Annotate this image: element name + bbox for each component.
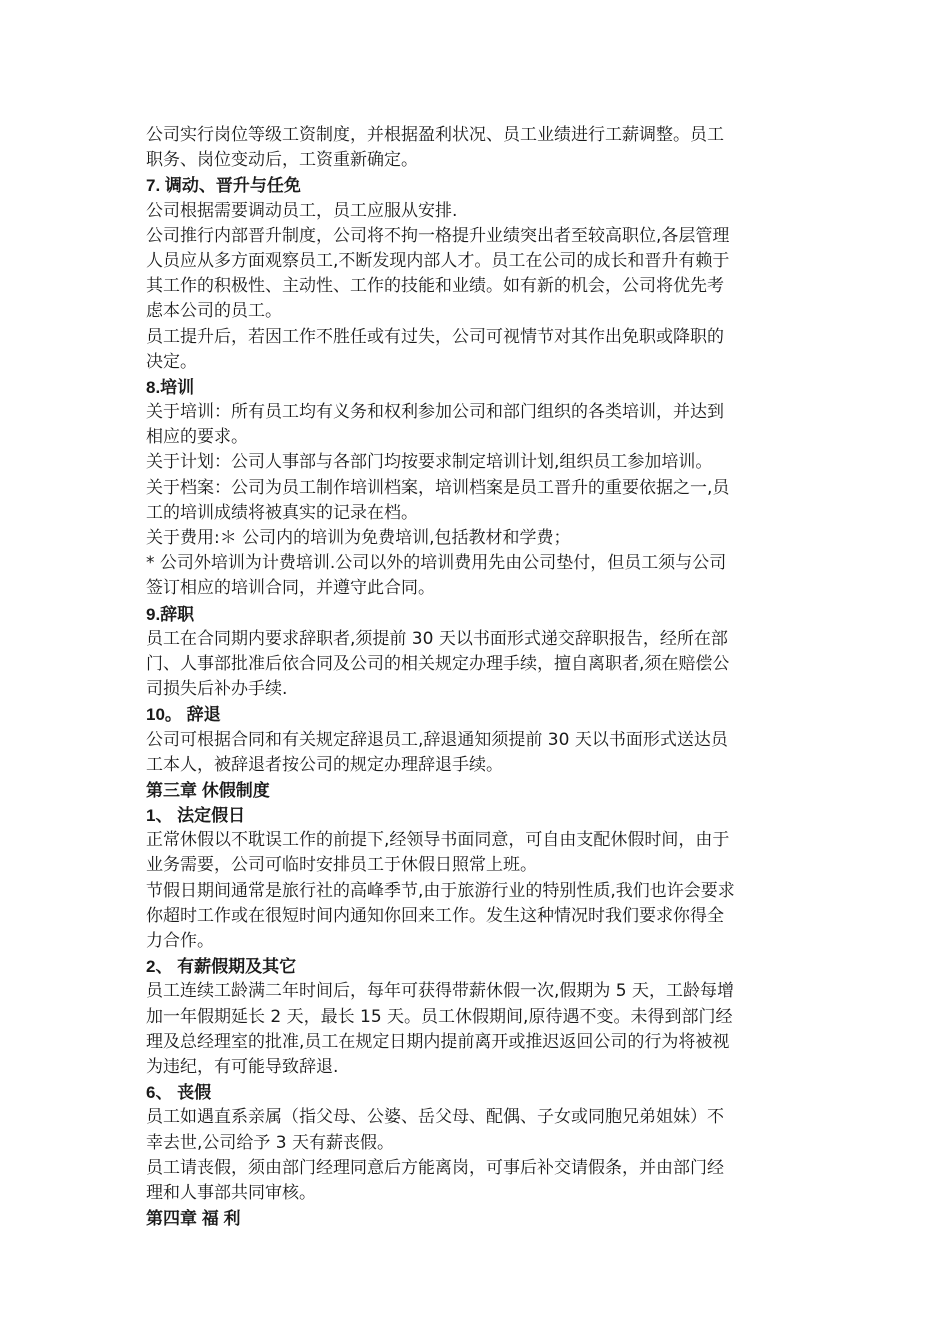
section-heading: 2、 有薪假期及其它 [146, 957, 297, 977]
text-line: 关于档案：公司为员工制作培训档案，培训档案是员工晋升的重要依据之一,员 [146, 477, 730, 498]
text-line: 加一年假期延长 2 天，最长 15 天。员工休假期间,原待遇不变。未得到部门经 [146, 1006, 733, 1027]
text-line: 员工如遇直系亲属（指父母、公婆、岳父母、配偶、子女或同胞兄弟姐妹）不 [146, 1107, 724, 1128]
text-line: 其工作的积极性、主动性、工作的技能和业绩。如有新的机会，公司将优先考 [146, 276, 724, 297]
text-line: 公司实行岗位等级工资制度，并根据盈利状况、员工业绩进行工薪调整。员工 [146, 125, 724, 145]
text-line: 工的培训成绩将被真实的记录在档。 [146, 502, 418, 523]
text-line: * 公司外培训为计费培训.公司以外的培训费用先由公司垫付，但员工须与公司 [146, 553, 727, 574]
text-line: 幸去世,公司给予 3 天有薪丧假。 [146, 1132, 395, 1153]
text-line: 虑本公司的员工。 [146, 301, 282, 322]
text-line: 公司推行内部晋升制度，公司将不拘一格提升业绩突出者至较高职位,各层管理 [146, 225, 730, 246]
text-line: 公司根据需要调动员工，员工应服从安排. [146, 200, 458, 221]
text-line: 员工提升后，若因工作不胜任或有过失，公司可视情节对其作出免职或降职的 [146, 326, 724, 347]
text-line: 签订相应的培训合同，并遵守此合同。 [146, 578, 435, 599]
text-line: 理及总经理室的批准,员工在规定日期内提前离开或推迟返回公司的行为将被视 [146, 1031, 730, 1052]
section-heading: 10。 辞退 [146, 705, 221, 725]
text-line: 关于费用:＊ 公司内的培训为免费培训,包括教材和学费； [146, 528, 571, 548]
document-body [146, 123, 806, 1231]
section-heading: 6、 丧假 [146, 1083, 212, 1103]
text-line: 你超时工作或在很短时间内通知你回来工作。发生这种情况时我们要求你得全 [146, 905, 724, 926]
text-line: 门、人事部批准后依合同及公司的相关规定办理手续，擅自离职者,须在赔偿公 [146, 653, 730, 674]
section-heading: 1、 法定假日 [146, 806, 246, 826]
text-line: 节假日期间通常是旅行社的高峰季节,由于旅游行业的特别性质,我们也许会要求 [146, 880, 735, 901]
text-line: 相应的要求。 [146, 427, 248, 448]
section-heading: 第三章 休假制度 [146, 780, 270, 800]
section-heading: 8.培训 [146, 377, 195, 397]
text-line: 关于计划：公司人事部与各部门均按要求制定培训计划,组织员工参加培训。 [146, 452, 713, 473]
text-line: 理和人事部共同审核。 [146, 1182, 316, 1203]
text-line: 关于培训：所有员工均有义务和权利参加公司和部门组织的各类培训，并达到 [146, 402, 724, 423]
text-line: 业务需要，公司可临时安排员工于休假日照常上班。 [146, 855, 537, 876]
text-line: 力合作。 [146, 931, 214, 951]
text-line: 司损失后补办手续. [146, 679, 288, 700]
text-line: 员工请丧假，须由部门经理同意后方能离岗，可事后补交请假条，并由部门经 [146, 1157, 724, 1178]
text-line: 人员应从多方面观察员工,不断发现内部人才。员工在公司的成长和晋升有赖于 [146, 250, 730, 271]
text-line: 工本人，被辞退者按公司的规定办理辞退手续。 [146, 754, 503, 775]
text-line: 职务、岗位变动后，工资重新确定。 [146, 150, 418, 171]
text-line: 为违纪，有可能导致辞退. [146, 1056, 339, 1077]
section-heading: 9.辞职 [146, 604, 195, 624]
text-line: 正常休假以不耽误工作的前提下,经领导书面同意，可自由支配休假时间，由于 [146, 830, 730, 851]
text-line: 决定。 [146, 351, 197, 372]
section-heading: 第四章 福 利 [146, 1209, 241, 1229]
text-line: 员工连续工龄满二年时间后，每年可获得带薪休假一次,假期为 5 天，工龄每增 [146, 981, 735, 1002]
text-line: 公司可根据合同和有关规定辞退员工,辞退通知须提前 30 天以书面形式送达员 [146, 729, 728, 750]
text-line: 员工在合同期内要求辞职者,须提前 30 天以书面形式递交辞职报告，经所在部 [146, 628, 728, 649]
section-heading: 7. 调动、晋升与任免 [146, 176, 301, 196]
